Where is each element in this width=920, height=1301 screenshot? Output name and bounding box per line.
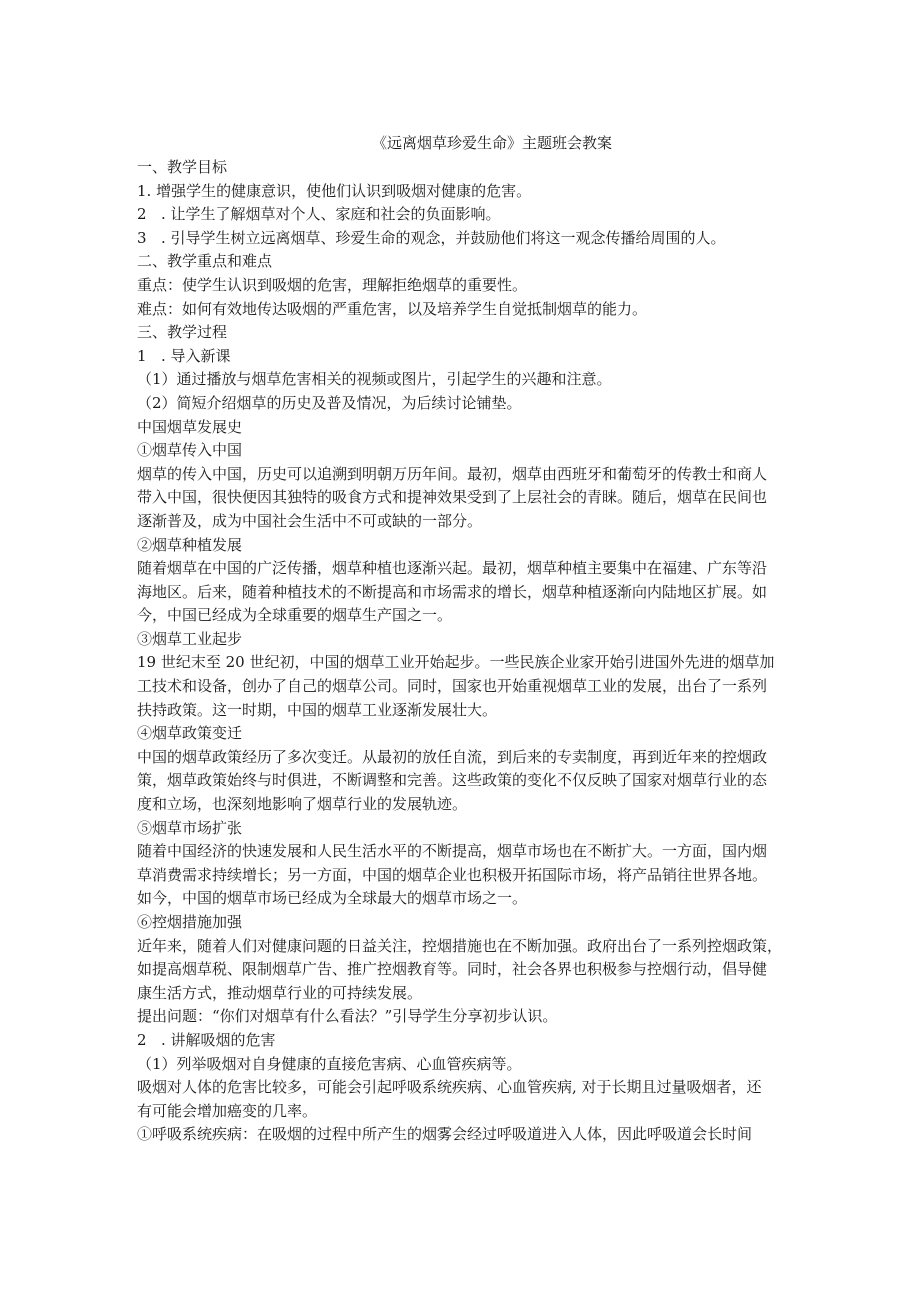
text-line: 带入中国，很快便因其独特的吸食方式和提神效果受到了上层社会的青睐。随后，烟草在民间也: [137, 488, 768, 507]
text-line: ⑥控烟措施加强: [137, 913, 243, 931]
text-line: 草消费需求持续增长；另一方面，中国的烟草企业也积极开拓国际市场，将产品销往世界各地。: [137, 865, 768, 884]
text-line: ⑤烟草市场扩张: [137, 818, 243, 837]
text-line: 工技术和设备，创办了自己的烟草公司。同时，国家也开始重视烟草工业的发展，出台了一系列: [137, 677, 768, 696]
text-line: 一、教学目标: [137, 158, 228, 176]
text-line: ④烟草政策变迁: [137, 724, 243, 743]
text-line: 近年来，随着人们对健康问题的日益关注，控烟措施也在不断加强。政府出台了一系列控烟政策，: [137, 936, 783, 955]
text-line: 康生活方式，推动烟草行业的可持续发展。: [137, 983, 423, 1002]
text-line: 如今，中国的烟草市场已经成为全球最大的烟草市场之一。: [137, 889, 528, 908]
text-line: 二、教学重点和难点: [137, 252, 273, 271]
text-line: 19 世纪末至 20 世纪初，中国的烟草工业开始起步。一些民族企业家开始引进国外先进的烟草加: [137, 653, 775, 672]
text-line: 随着中国经济的快速发展和人民生活水平的不断提高，烟草市场也在不断扩大。一方面，国内烟: [137, 842, 768, 861]
text-line: 如提高烟草税、限制烟草广告、推广控烟教育等。同时，社会各界也积极参与控烟行动，倡导健: [137, 960, 768, 979]
text-line: 1. 增强学生的健康意识，使他们认识到吸烟对健康的危害。: [137, 181, 532, 200]
text-line: ③烟草工业起步: [137, 629, 243, 648]
text-line: 重点：使学生认识到吸烟的危害，理解拒绝烟草的重要性。: [137, 275, 528, 294]
list-number: 3: [137, 228, 147, 247]
text-line: 随着烟草在中国的广泛传播，烟草种植也逐渐兴起。最初，烟草种植主要集中在福建、广东等沿: [137, 559, 768, 578]
list-text: . 让学生了解烟草对个人、家庭和社会的负面影响。: [161, 205, 501, 224]
list-number: 2: [137, 1030, 147, 1049]
text-line: 今，中国已经成为全球重要的烟草生产国之一。: [137, 606, 453, 625]
text-line: [137, 1029, 797, 1053]
list-text: . 讲解吸烟的危害: [161, 1030, 276, 1049]
text-line: 有可能会增加癌变的几率。: [137, 1101, 318, 1120]
document-body: [137, 156, 797, 1147]
text-line: （2）简短介绍烟草的历史及普及情况，为后续讨论铺垫。: [137, 393, 522, 412]
document-page: [137, 132, 797, 1147]
text-line: [137, 345, 797, 369]
text-line: 中国烟草发展史: [137, 417, 243, 436]
text-line: 海地区。后来，随着种植技术的不断提高和市场需求的增长，烟草种植逐渐向内陆地区扩展。如: [137, 582, 768, 601]
text-line: 逐渐普及，成为中国社会生活中不可或缺的一部分。: [137, 511, 483, 530]
text-line: ①烟草传入中国: [137, 441, 243, 460]
text-line: [137, 203, 797, 227]
text-line: （1）通过播放与烟草危害相关的视频或图片，引起学生的兴趣和注意。: [137, 370, 612, 389]
text-line: 吸烟对人体的危害比较多，可能会引起呼吸系统疾病、心血管疾病, 对于长期且过量吸烟者，还: [137, 1078, 762, 1097]
text-line: 度和立场，也深刻地影响了烟草行业的发展轨迹。: [137, 795, 468, 814]
text-line: [137, 227, 797, 251]
text-line: 三、教学过程: [137, 323, 228, 342]
text-line: 提出问题：“你们对烟草有什么看法？”引导学生分享初步认识。: [137, 1007, 558, 1026]
text-line: 扶持政策。这一时期，中国的烟草工业逐渐发展壮大。: [137, 700, 498, 719]
text-line: 烟草的传入中国，历史可以追溯到明朝万历年间。最初，烟草由西班牙和葡萄牙的传教士和商人: [137, 464, 768, 483]
text-line: ②烟草种植发展: [137, 535, 243, 554]
text-line: 策，烟草政策始终与时俱进，不断调整和完善。这些政策的变化不仅反映了国家对烟草行业的态: [137, 771, 768, 790]
text-line: 中国的烟草政策经历了多次变迁。从最初的放任自流，到后来的专卖制度，再到近年来的控烟政: [137, 747, 768, 766]
list-text: . 导入新课: [161, 346, 231, 365]
text-line: ①呼吸系统疾病：在吸烟的过程中所产生的烟雾会经过呼吸道进入人体，因此呼吸道会长时间: [137, 1125, 753, 1144]
document-title: 《远离烟草珍爱生命》主题班会教案: [371, 134, 612, 152]
list-number: 2: [137, 205, 147, 224]
text-line: 难点：如何有效地传达吸烟的严重危害，以及培养学生自觉抵制烟草的能力。: [137, 299, 648, 318]
list-number: 1: [137, 346, 147, 365]
list-text: . 引导学生树立远离烟草、珍爱生命的观念，并鼓励他们将这一观念传播给周围的人。: [161, 228, 726, 247]
text-line: （1）列举吸烟对自身健康的直接危害病、心血管疾病等。: [137, 1054, 522, 1073]
